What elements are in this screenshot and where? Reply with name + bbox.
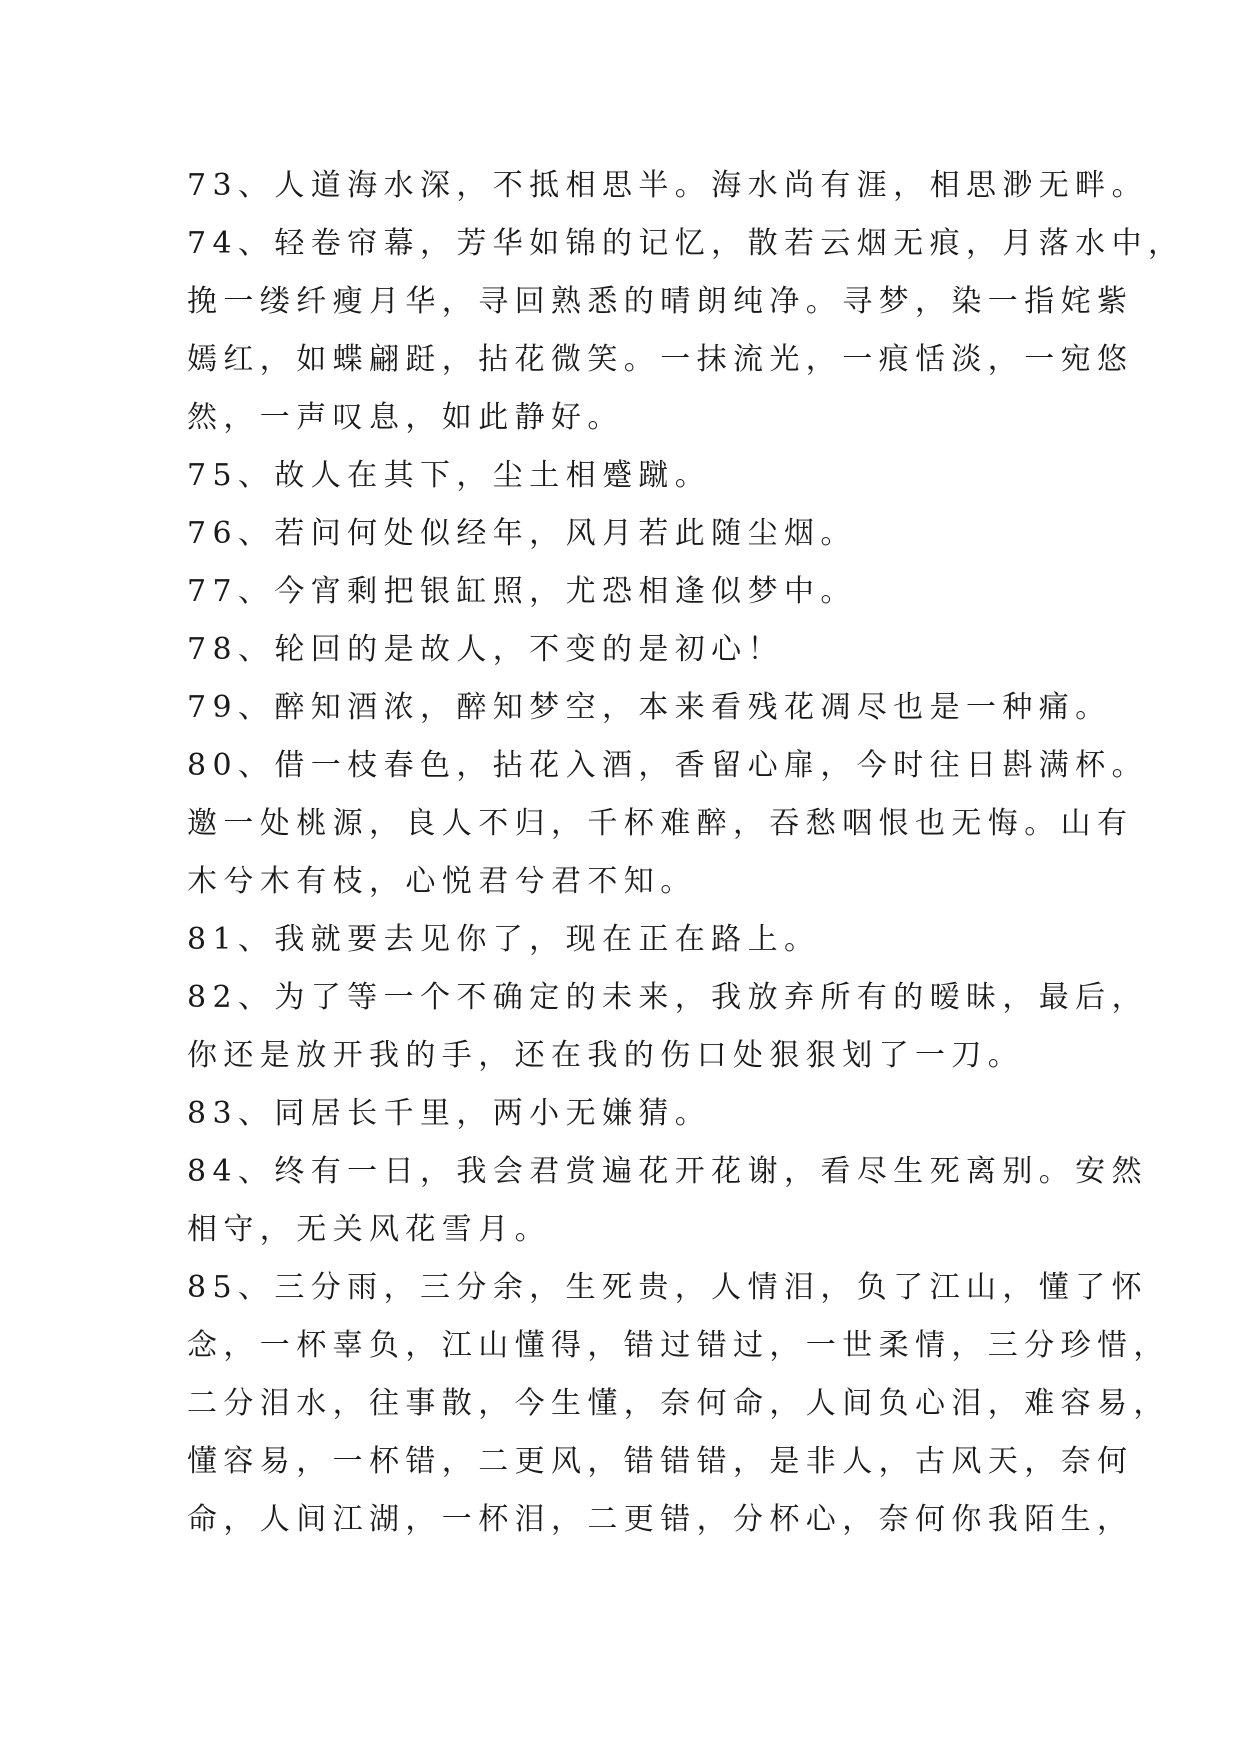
text-line: 命，人间江湖，一杯泪，二更错，分杯心，奈何你我陌生， (187, 1502, 1134, 1537)
text-line: 75、故人在其下，尘土相蹙蹴。 (187, 458, 712, 493)
text-line: 二分泪水，往事散，今生懂，奈何命，人间负心泪，难容易， (187, 1386, 1170, 1421)
text-line: 76、若问何处似经年，风月若此随尘烟。 (187, 516, 857, 551)
text-line: 85、三分雨，三分余，生死贵，人情泪，负了江山，懂了怀 (187, 1270, 1148, 1305)
text-line: 你还是放开我的手，还在我的伤口处狠狠划了一刀。 (187, 1038, 1025, 1073)
text-line: 邀一处桃源，良人不归，千杯难醉，吞愁咽恨也无悔。山有 (187, 806, 1134, 841)
text-line: 嫣红，如蝶翩跹，拈花微笑。一抹流光，一痕恬淡，一宛悠 (187, 342, 1134, 377)
text-line: 挽一缕纤瘦月华，寻回熟悉的晴朗纯净。寻梦，染一指姹紫 (187, 284, 1134, 319)
document-page (187, 157, 1185, 1549)
text-line: 78、轮回的是故人，不变的是初心！ (187, 632, 784, 667)
text-line: 82、为了等一个不确定的未来，我放弃所有的暧昧，最后， (187, 980, 1148, 1015)
text-line: 80、借一枝春色，拈花入酒，香留心扉，今时往日斟满杯。 (187, 748, 1148, 783)
text-line: 73、人道海水深，不抵相思半。海水尚有涯，相思渺无畔。 (187, 168, 1148, 203)
text-line: 木兮木有枝，心悦君兮君不知。 (187, 864, 697, 899)
text-line: 懂容易，一杯错，二更风，错错错，是非人，古风天，奈何 (187, 1444, 1134, 1479)
text-line: 84、终有一日，我会君赏遍花开花谢，看尽生死离别。安然 (187, 1154, 1148, 1189)
text-line: 83、同居长千里，两小无嫌猜。 (187, 1096, 712, 1131)
text-line: 念，一杯辜负，江山懂得，错过错过，一世柔情，三分珍惜， (187, 1328, 1170, 1363)
text-line: 79、醉知酒浓，醉知梦空，本来看残花凋尽也是一种痛。 (187, 690, 1112, 725)
text-line: 74、轻卷帘幕，芳华如锦的记忆，散若云烟无痕，月落水中， (187, 226, 1185, 261)
text-line: 相守，无关风花雪月。 (187, 1212, 551, 1247)
text-line: 81、我就要去见你了，现在正在路上。 (187, 922, 821, 957)
text-line: 然，一声叹息，如此静好。 (187, 400, 624, 435)
text-line: 77、今宵剩把银缸照，尤恐相逢似梦中。 (187, 574, 857, 609)
